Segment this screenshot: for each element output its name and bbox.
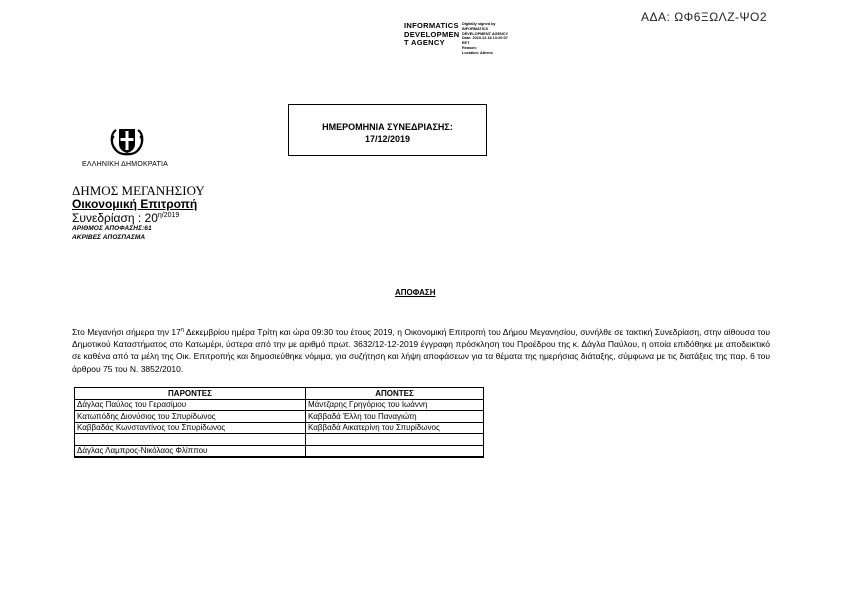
hellenic-republic-label: ΕΛΛΗΝΙΚΗ ΔΗΜΟΚΡΑΤΙΑ	[82, 161, 169, 168]
present-member: Δάγλας Παύλος του Γερασίμου	[75, 399, 306, 411]
meeting-paragraph: Στο Μεγανήσι σήμερα την $17^\eta$ Δεκεμβρίου ημέρα Τρίτη και ώρα 09:30 του έτους 2019, η Οικονομική Επιτροπή του Δήμου Μεγανησίου, συνήλθε σε τακτική Συνεδρίαση, στην αίθουσα του Δημοτικού Καταστήματος στο Κατωμέρι, ύστερα από την με αριθμό πρωτ. 3632/12-12-2019 έγγραφη πρόσκληση του Προέδρου της κ. Δάγλα Παύλου, η οποία επιδόθηκε με αποδεικτικό σε καθένα από τα μέλη της Οικ. Επιτροπής και δημοσιεύθηκε νόμιμα, για συζήτηση και λήψη αποφάσεων για τα θέματα της ημερήσιας διάταξης, σύμφωνα με τις διατάξεις της παρ. 6 του άρθρου 75 του Ν. 3852/2010.	[72, 326, 770, 374]
absent-header: ΑΠΟΝΤΕΣ	[306, 388, 484, 400]
table-row	[75, 411, 484, 423]
excerpt-label: ΑΚΡΙΒΕΣ ΑΠΟΣΠΑΣΜΑ	[72, 234, 146, 241]
absent-member: Μάντζαρης Γρηγόριος του Ιωάννη	[306, 399, 484, 411]
absent-member: Καββαδά Έλλη του Παναγιώτη	[306, 411, 484, 423]
table-row	[75, 422, 484, 434]
ada-code: ΑΔΑ: ΩΦ6ΞΩΛΖ-ΨΟ2	[641, 10, 768, 24]
present-header: ΠΑΡΟΝΤΕΣ	[75, 388, 306, 400]
session-number: Συνεδρίαση : $20^{\eta/2019}$	[72, 211, 180, 225]
present-member: Καββαδάς Κωνσταντίνος του Σπυρίδωνος	[75, 422, 306, 434]
present-member: Κατωπόδης Διονύσιος του Σπυρίδωνος	[75, 411, 306, 423]
signature-org: INFORMATICS DEVELOPMEN T AGENCY	[404, 21, 460, 47]
meeting-date-value: 17/12/2019	[364, 134, 411, 144]
table-row	[75, 399, 484, 411]
meeting-date-box	[288, 104, 487, 156]
decision-title: ΑΠΟΦΑΣΗ	[395, 288, 436, 297]
greek-coat-of-arms-icon	[106, 124, 148, 158]
decision-number: ΑΡΙΘΜΟΣ ΑΠΟΦΑΣΗΣ:61	[72, 225, 152, 232]
present-member	[75, 434, 306, 446]
table-row	[75, 434, 484, 446]
absent-member: Καββαδά Αικατερίνη του Σπυρίδωνος	[306, 422, 484, 434]
absent-member	[306, 445, 484, 457]
digital-signature	[404, 21, 534, 55]
present-member: Δάγλας Λαμπρος-Νικόλαος Φλίππου	[75, 445, 306, 457]
table-row	[75, 445, 484, 457]
attendance-table	[74, 387, 484, 458]
meeting-date-label: ΗΜΕΡΟΜΗΝΙΑ ΣΥΝΕΔΡΙΑΣΗΣ:	[322, 122, 453, 132]
committee-name: Οικονομική Επιτροπή	[72, 197, 198, 211]
absent-member	[306, 434, 484, 446]
signature-details: Digitally signed by INFORMATICS DEVELOPMENT AGENCY Date: 2019.12.18 13:20:07 EET Reason: Location: Athens	[462, 22, 509, 55]
table-header-row	[75, 388, 484, 400]
municipality-name: ΔΗΜΟΣ ΜΕΓΑΝΗΣΙΟΥ	[72, 183, 205, 198]
